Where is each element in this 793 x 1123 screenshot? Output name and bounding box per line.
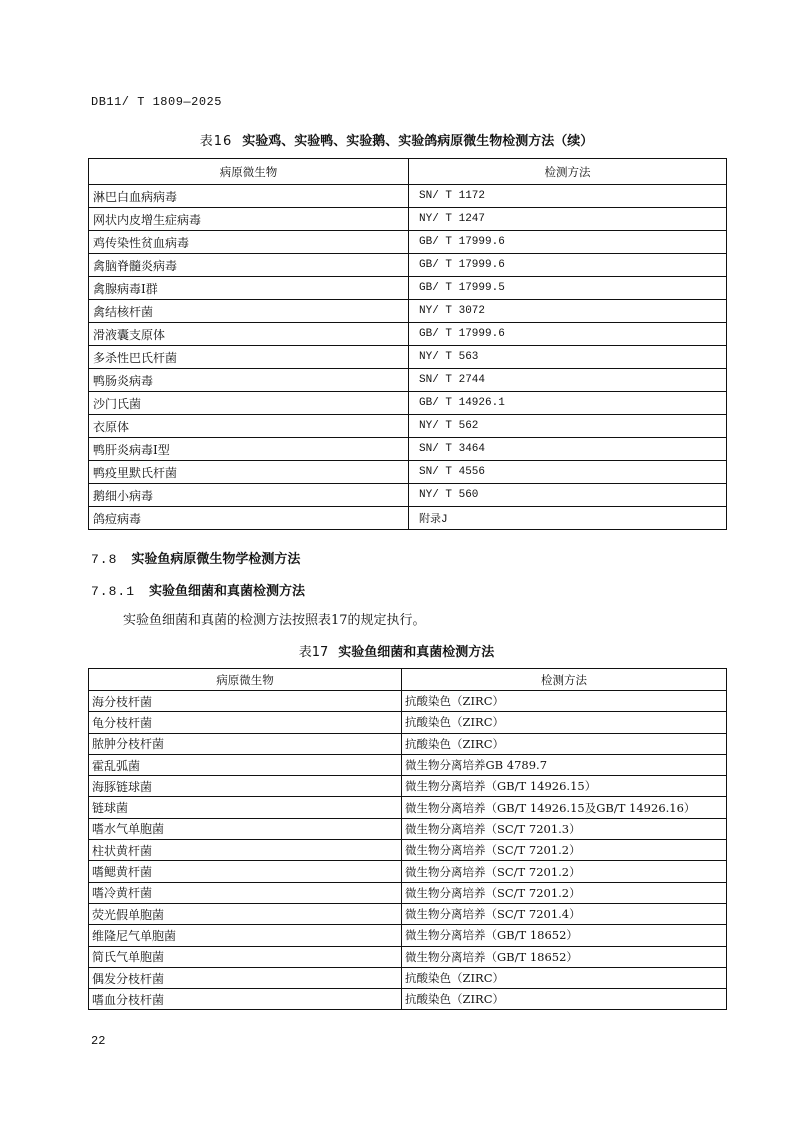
document-id: DB11/ T 1809—2025: [91, 95, 222, 109]
table-row: [89, 733, 727, 754]
pathogen-cell: 嗜血分枝杆菌: [89, 989, 402, 1010]
pathogen-cell: 柱状黄杆菌: [89, 840, 402, 861]
table-row: [89, 507, 727, 530]
table17-caption: [0, 641, 793, 660]
column-header-method: 检测方法: [409, 159, 727, 185]
method-cell: 微生物分离培养（SC/T 7201.2）: [402, 882, 727, 903]
method-cell: NY/ T 563: [409, 346, 727, 369]
pathogen-cell: 多杀性巴氏杆菌: [89, 346, 409, 369]
column-header-pathogen: 病原微生物: [89, 669, 402, 691]
method-cell: 抗酸染色（ZIRC）: [402, 967, 727, 988]
method-cell: GB/ T 14926.1: [409, 392, 727, 415]
pathogen-cell: 鸭疫里默氏杆菌: [89, 461, 409, 484]
method-cell: 微生物分离培养（SC/T 7201.4）: [402, 903, 727, 924]
pathogen-cell: 霍乱弧菌: [89, 754, 402, 775]
method-cell: SN/ T 3464: [409, 438, 727, 461]
pathogen-cell: 海分枝杆菌: [89, 691, 402, 712]
table17: [88, 668, 727, 1010]
pathogen-cell: 荧光假单胞菌: [89, 903, 402, 924]
pathogen-cell: 嗜水气单胞菌: [89, 818, 402, 839]
method-cell: 抗酸染色（ZIRC）: [402, 712, 727, 733]
pathogen-cell: 脓肿分枝杆菌: [89, 733, 402, 754]
pathogen-cell: 维隆尼气单胞菌: [89, 925, 402, 946]
method-cell: 微生物分离培养（SC/T 7201.2）: [402, 840, 727, 861]
table-row: [89, 323, 727, 346]
method-cell: GB/ T 17999.6: [409, 323, 727, 346]
table-row: [89, 882, 727, 903]
table-header-row: [89, 669, 727, 691]
method-cell: 抗酸染色（ZIRC）: [402, 989, 727, 1010]
table-row: [89, 438, 727, 461]
method-cell: 微生物分离培养GB 4789.7: [402, 754, 727, 775]
method-cell: 微生物分离培养（GB/T 18652）: [402, 925, 727, 946]
pathogen-cell: 网状内皮增生症病毒: [89, 208, 409, 231]
table16-number: 表16: [199, 134, 233, 149]
pathogen-cell: 简氏气单胞菌: [89, 946, 402, 967]
table-row: [89, 712, 727, 733]
pathogen-cell: 滑液囊支原体: [89, 323, 409, 346]
table-row: [89, 946, 727, 967]
pathogen-cell: 鸭肠炎病毒: [89, 369, 409, 392]
column-header-pathogen: 病原微生物: [89, 159, 409, 185]
pathogen-cell: 嗜鳃黄杆菌: [89, 861, 402, 882]
method-cell: GB/ T 17999.6: [409, 254, 727, 277]
table-row: [89, 208, 727, 231]
method-cell: 微生物分离培养（SC/T 7201.2）: [402, 861, 727, 882]
table-row: [89, 861, 727, 882]
method-cell: SN/ T 4556: [409, 461, 727, 484]
method-cell: SN/ T 1172: [409, 185, 727, 208]
pathogen-cell: 禽脑脊髓炎病毒: [89, 254, 409, 277]
table-row: [89, 691, 727, 712]
method-cell: NY/ T 560: [409, 484, 727, 507]
section-title: 实验鱼病原微生物学检测方法: [131, 552, 301, 567]
table-row: [89, 461, 727, 484]
pathogen-cell: 鸭肝炎病毒Ⅰ型: [89, 438, 409, 461]
pathogen-cell: 龟分枝杆菌: [89, 712, 402, 733]
section-title: 实验鱼细菌和真菌检测方法: [149, 584, 306, 599]
table-row: [89, 903, 727, 924]
method-cell: 微生物分离培养（GB/T 14926.15及GB/T 14926.16）: [402, 797, 727, 818]
method-cell: SN/ T 2744: [409, 369, 727, 392]
table-row: [89, 818, 727, 839]
table-row: [89, 185, 727, 208]
pathogen-cell: 链球菌: [89, 797, 402, 818]
table16-caption: [0, 130, 793, 149]
pathogen-cell: 禽结核杆菌: [89, 300, 409, 323]
table-row: [89, 989, 727, 1010]
pathogen-cell: 禽腺病毒Ⅰ群: [89, 277, 409, 300]
table-row: [89, 925, 727, 946]
table-row: [89, 346, 727, 369]
section-number: 7.8.1: [91, 584, 136, 599]
pathogen-cell: 鸡传染性贫血病毒: [89, 231, 409, 254]
table-row: [89, 797, 727, 818]
method-cell: 微生物分离培养（SC/T 7201.3）: [402, 818, 727, 839]
pathogen-cell: 嗜冷黄杆菌: [89, 882, 402, 903]
table-row: [89, 392, 727, 415]
body-paragraph: 实验鱼细菌和真菌的检测方法按照表17的规定执行。: [123, 613, 426, 628]
page-number: 22: [91, 1034, 106, 1048]
method-cell: NY/ T 562: [409, 415, 727, 438]
method-cell: NY/ T 1247: [409, 208, 727, 231]
table-row: [89, 277, 727, 300]
method-cell: 抗酸染色（ZIRC）: [402, 733, 727, 754]
table-row: [89, 776, 727, 797]
table17-title: 实验鱼细菌和真菌检测方法: [338, 645, 495, 660]
table16: [88, 158, 727, 530]
table-row: [89, 415, 727, 438]
table-row: [89, 231, 727, 254]
pathogen-cell: 沙门氏菌: [89, 392, 409, 415]
pathogen-cell: 海豚链球菌: [89, 776, 402, 797]
section-heading-7-8: [91, 548, 300, 567]
pathogen-cell: 鸽痘病毒: [89, 507, 409, 530]
method-cell: 抗酸染色（ZIRC）: [402, 691, 727, 712]
section-heading-7-8-1: [91, 580, 305, 599]
method-cell: GB/ T 17999.6: [409, 231, 727, 254]
table-row: [89, 840, 727, 861]
section-number: 7.8: [91, 552, 118, 567]
pathogen-cell: 鹅细小病毒: [89, 484, 409, 507]
table17-number: 表17: [298, 645, 329, 660]
table-row: [89, 484, 727, 507]
table-row: [89, 254, 727, 277]
method-cell: 微生物分离培养（GB/T 18652）: [402, 946, 727, 967]
method-cell: 微生物分离培养（GB/T 14926.15）: [402, 776, 727, 797]
table-header-row: [89, 159, 727, 185]
method-cell: GB/ T 17999.5: [409, 277, 727, 300]
table-row: [89, 300, 727, 323]
table16-title: 实验鸡、实验鸭、实验鹅、实验鸽病原微生物检测方法（续）: [242, 134, 594, 149]
pathogen-cell: 衣原体: [89, 415, 409, 438]
pathogen-cell: 淋巴白血病病毒: [89, 185, 409, 208]
table-row: [89, 754, 727, 775]
table-row: [89, 967, 727, 988]
method-cell: 附录J: [409, 507, 727, 530]
method-cell: NY/ T 3072: [409, 300, 727, 323]
column-header-method: 检测方法: [402, 669, 727, 691]
table-row: [89, 369, 727, 392]
pathogen-cell: 偶发分枝杆菌: [89, 967, 402, 988]
